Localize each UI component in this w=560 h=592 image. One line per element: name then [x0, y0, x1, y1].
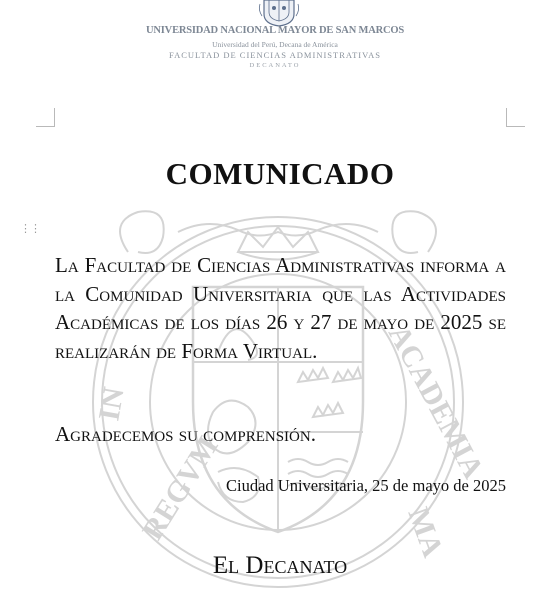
place-and-date: Ciudad Universitaria, 25 de mayo de 2025 — [226, 476, 506, 495]
svg-text:REGVM: REGVM — [135, 430, 225, 546]
svg-text:MA: MA — [401, 503, 450, 562]
signature: El Decanato — [212, 552, 348, 579]
closing-text: Agradecemos su comprensión. — [55, 422, 316, 446]
university-tagline: Universidad del Perú, Decana de América — [212, 40, 338, 49]
margin-marker-right — [506, 108, 525, 127]
margin-marker-left — [36, 108, 55, 127]
svg-text:ACADEMIA: ACADEMIA — [381, 319, 490, 484]
university-name: UNIVERSIDAD NACIONAL MAYOR DE SAN MARCOS — [146, 25, 404, 36]
document-title: COMUNICADO — [165, 156, 395, 191]
office-name: DECANATO — [249, 62, 301, 69]
faculty-name: FACULTAD DE CIENCIAS ADMINISTRATIVAS — [168, 50, 382, 60]
announcement-body: La Facultad de Ciencias Administrativas informa a la Comunidad Universitaria que las Actividades Académicas de los días 26 y 27 de mayo de 2025 se realizarán de Forma Virtual. — [55, 253, 506, 363]
university-crest-icon — [258, 0, 300, 26]
block-drag-handle[interactable]: ⋮⋮ — [20, 222, 40, 235]
svg-text:IN: IN — [92, 384, 131, 424]
